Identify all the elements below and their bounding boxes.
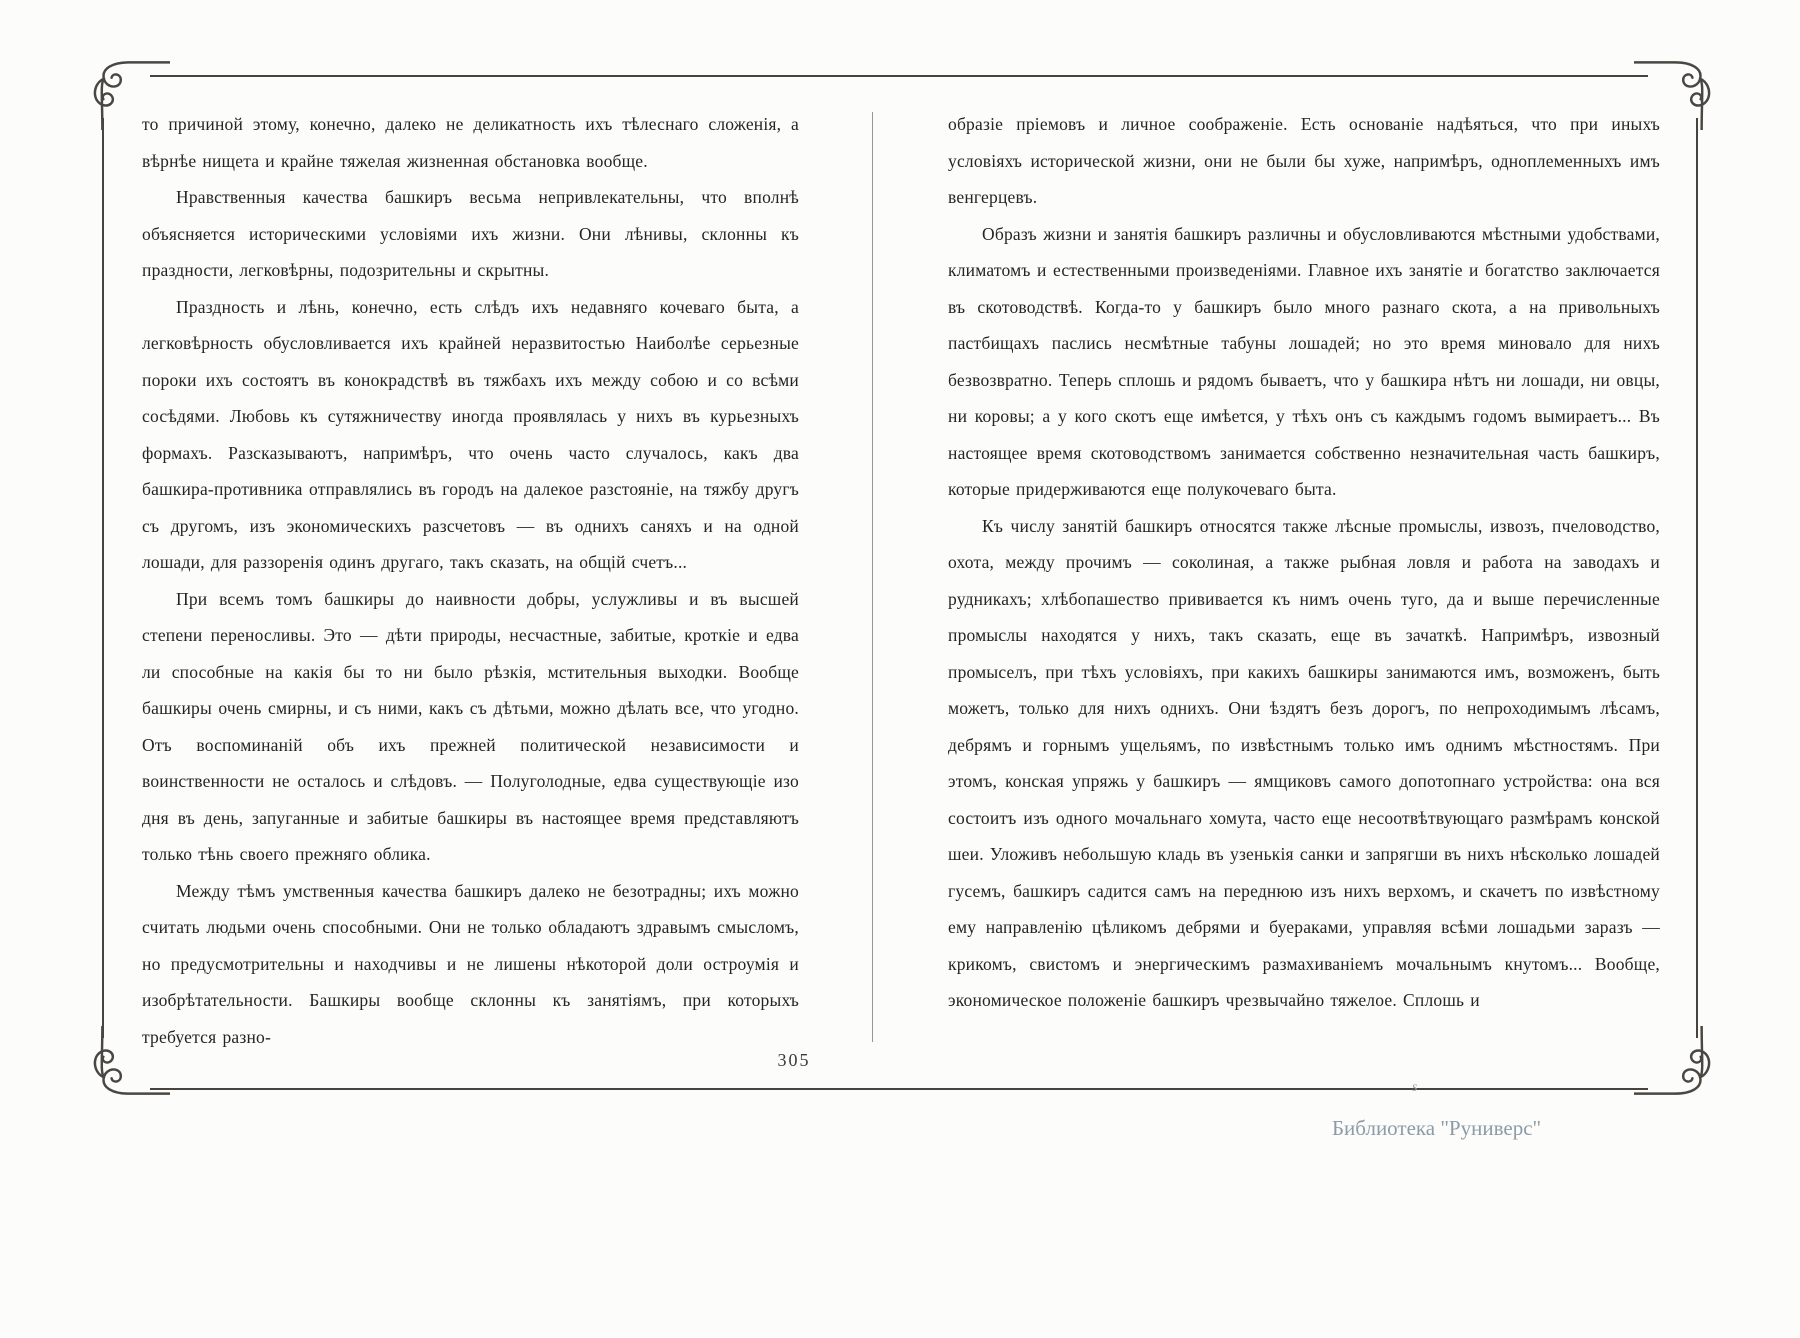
frame-bottom-rule xyxy=(150,1088,1648,1090)
margin-mark: s xyxy=(1412,1080,1418,1095)
frame-right-rule xyxy=(1696,118,1698,1038)
right-column xyxy=(948,106,1660,1050)
left-column xyxy=(142,106,799,1050)
paragraph: Нравственныя качества башкиръ весьма непривлекательны, что вполнѣ объясняется историческими условіями ихъ жизни. Они лѣнивы, склонны къ праздности, легковѣрны, подозрительны и скрытны. xyxy=(142,187,799,280)
paragraph: Къ числу занятій башкиръ относятся также лѣсные промыслы, извозъ, пчеловодство, охота, между прочимъ — соколиная, а также рыбная ловля и работа на заводахъ и рудникахъ; хлѣбопашество прививается къ нимъ очень туго, да и выше перечисленные промыслы находятся у нихъ, такъ сказать, еще въ зачаткѣ. Напримѣръ, извозный промыселъ, при тѣхъ условіяхъ, при какихъ башкиры занимаются имъ, возможенъ, быть можетъ, только для нихъ однихъ. Они ѣздятъ безъ дорогъ, по непроходимымъ лѣсамъ, дебрямъ и горнымъ ущельямъ, по извѣстнымъ только имъ однимъ мѣстностямъ. При этомъ, конская упряжь у башкиръ — ямщиковъ самого допотопнаго устройства: она вся состоитъ изъ одного мочальнаго хомута, часто еще несоотвѣтвующаго размѣрамъ конской шеи. Уложивъ небольшую кладь въ узенькія санки и запрягши въ нихъ нѣсколько лошадей гусемъ, башкиръ садится самъ на переднюю изъ нихъ верхомъ, и скачетъ по извѣстному ему направленію цѣликомъ дебрями и буераками, управляя всѣми лошадьми заразъ — крикомъ, свистомъ и энергическимъ размахиваніемъ мочальнымъ кнутомъ... Вообще, экономическое положеніе башкиръ чрезвычайно тяжелое. Сплошь и xyxy=(948,515,1660,1010)
paragraph: то причиной этому, конечно, далеко не деликатность ихъ тѣлеснаго сложенія, а вѣрнѣе нищета и крайне тяжелая жизненная обстановка вообще. xyxy=(142,114,799,171)
frame-left-rule xyxy=(102,118,104,1038)
paragraph: При всемъ томъ башкиры до наивности добры, услужливы и въ высшей степени переносливы. Это — дѣти природы, несчастные, забитые, кроткіе и едва ли способные на какія бы то ни было рѣзкія, мстительныя выходки. Вообще башкиры очень смирны, и съ ними, какъ съ дѣтьми, можно дѣлать все, что угодно. Отъ воспоминаній объ ихъ прежней политической независимости и воинственности не осталось и слѣдовъ. — Полуголодные, едва существующіе изо дня въ день, запуганные и забитые башкиры въ настоящее время представляютъ только тѣнь своего прежняго облика. xyxy=(142,588,799,864)
paragraph: образіе пріемовъ и личное соображеніе. Есть основаніе надѣяться, что при иныхъ условіяхъ исторической жизни, они не были бы хуже, напримѣръ, одноплеменныхъ имъ венгерцевъ. xyxy=(948,114,1660,207)
page-number: 305 xyxy=(777,1050,811,1070)
paragraph: Между тѣмъ умственныя качества башкиръ далеко не безотрадны; ихъ можно считать людьми очень способными. Они не только обладаютъ здравымъ смысломъ, но предусмотрительны и находчивы и не лишены нѣкоторой доли остроумія и изобрѣтательности. Башкиры вообще склонны къ занятіямъ, при которыхъ требуется разно- xyxy=(142,880,799,1047)
paragraph: Праздность и лѣнь, конечно, есть слѣдъ ихъ недавняго кочеваго быта, а легковѣрность обусловливается ихъ крайней неразвитостью Наиболѣе серьезные пороки ихъ состоятъ въ конокрадствѣ въ тяжбахъ ихъ между собою и со всѣми сосѣдями. Любовь къ сутяжничеству иногда проявлялась у нихъ въ курьезныхъ формахъ. Разсказываютъ, напримѣръ, что очень часто случалось, какъ два башкира-противника отправлялись въ городъ на далекое разстояніе, на тяжбу другъ съ другомъ, изъ экономическихъ разсчетовъ — въ однихъ саняхъ и на одной лошади, для раззоренія одинъ другаго, такъ сказать, на общій счетъ... xyxy=(142,296,799,572)
column-divider xyxy=(872,112,873,1042)
library-watermark: Библиотека "Руниверс" xyxy=(1332,1116,1542,1140)
frame-top-rule xyxy=(150,75,1648,77)
paragraph: Образъ жизни и занятія башкиръ различны и обусловливаются мѣстными удобствами, климатомъ и естественными произведеніями. Главное ихъ занятіе и богатство заключается въ скотоводствѣ. Когда-то у башкиръ было много разнаго скота, а на привольныхъ пастбищахъ паслись несмѣтные табуны лошадей; но это время миновало для нихъ безвозвратно. Теперь сплошь и рядомъ бываетъ, что у башкира нѣтъ ни лошади, ни овцы, ни коровы; а у кого скотъ еще имѣется, у тѣхъ онъ съ каждымъ годомъ вымираетъ... Въ настоящее время скотоводствомъ занимается собственно незначительная часть башкиръ, которые придерживаются еще полукочеваго быта. xyxy=(948,223,1660,499)
